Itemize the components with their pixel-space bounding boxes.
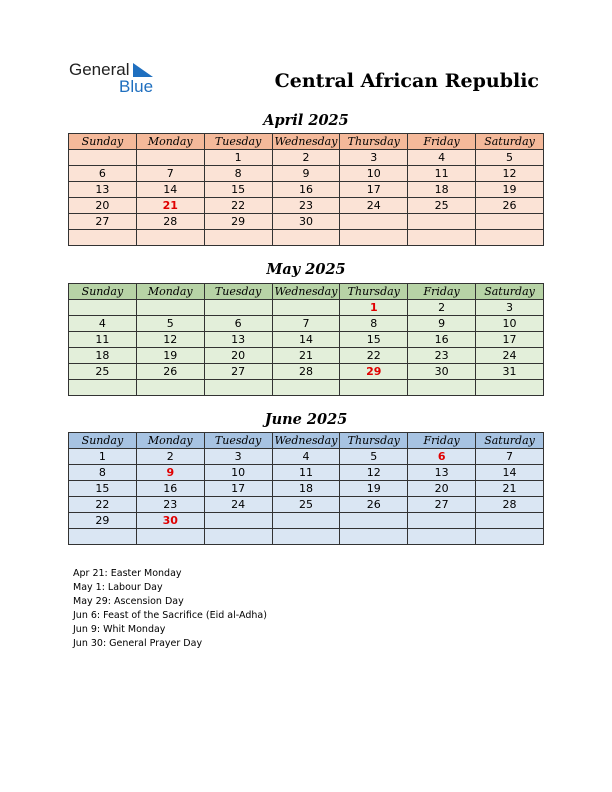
empty-day-cell	[69, 150, 137, 166]
holiday-item: May 1: Labour Day	[73, 582, 163, 593]
week-row	[69, 481, 544, 497]
week-row	[69, 348, 544, 364]
day-cell: 10	[204, 465, 272, 481]
day-cell: 21	[272, 348, 340, 364]
week-row	[69, 150, 544, 166]
day-cell: 18	[408, 182, 476, 198]
day-cell: 16	[408, 332, 476, 348]
weekday-header-row	[69, 134, 544, 150]
day-cell: 19	[136, 348, 204, 364]
day-cell: 23	[408, 348, 476, 364]
weekday-header: Saturday	[476, 134, 544, 150]
empty-day-cell	[204, 529, 272, 545]
weekday-header: Wednesday	[272, 134, 340, 150]
day-cell: 23	[272, 198, 340, 214]
week-row	[69, 449, 544, 465]
day-cell: 15	[204, 182, 272, 198]
empty-day-cell	[272, 513, 340, 529]
empty-day-cell	[204, 230, 272, 246]
weekday-header: Sunday	[69, 433, 137, 449]
week-row	[69, 316, 544, 332]
day-cell: 25	[69, 364, 137, 380]
day-cell: 28	[136, 214, 204, 230]
week-row	[69, 497, 544, 513]
month-table-april	[68, 133, 544, 246]
month-title: April 2025	[263, 112, 349, 129]
week-row	[69, 332, 544, 348]
day-cell: 4	[408, 150, 476, 166]
empty-day-cell	[476, 214, 544, 230]
week-row	[69, 513, 544, 529]
day-cell: 1	[69, 449, 137, 465]
day-cell: 8	[69, 465, 137, 481]
weekday-header: Friday	[408, 134, 476, 150]
day-cell: 26	[340, 497, 408, 513]
day-cell: 18	[69, 348, 137, 364]
weekday-header: Tuesday	[204, 433, 272, 449]
weekday-header: Saturday	[476, 433, 544, 449]
day-cell: 7	[476, 449, 544, 465]
month-title: June 2025	[264, 411, 348, 428]
empty-day-cell	[69, 380, 137, 396]
day-cell: 13	[204, 332, 272, 348]
holiday-item: Jun 6: Feast of the Sacrifice (Eid al-Adha)	[73, 610, 267, 621]
day-cell: 7	[272, 316, 340, 332]
empty-day-cell	[136, 150, 204, 166]
day-cell: 21	[476, 481, 544, 497]
day-cell: 9	[272, 166, 340, 182]
day-cell: 13	[69, 182, 137, 198]
holiday-item: Jun 9: Whit Monday	[73, 624, 166, 635]
day-cell: 14	[136, 182, 204, 198]
holiday-day-cell: 30	[136, 513, 204, 529]
weekday-header: Wednesday	[272, 433, 340, 449]
empty-day-cell	[476, 529, 544, 545]
weekday-header: Sunday	[69, 284, 137, 300]
day-cell: 3	[204, 449, 272, 465]
day-cell: 4	[69, 316, 137, 332]
week-row	[69, 364, 544, 380]
day-cell: 18	[272, 481, 340, 497]
empty-day-cell	[476, 230, 544, 246]
day-cell: 27	[204, 364, 272, 380]
holiday-item: May 29: Ascension Day	[73, 596, 184, 607]
month-table-june	[68, 432, 544, 545]
day-cell: 2	[408, 300, 476, 316]
empty-day-cell	[69, 230, 137, 246]
empty-day-cell	[340, 513, 408, 529]
month-title: May 2025	[266, 261, 346, 278]
weekday-header: Sunday	[69, 134, 137, 150]
day-cell: 24	[476, 348, 544, 364]
empty-day-cell	[272, 300, 340, 316]
holiday-item: Jun 30: General Prayer Day	[73, 638, 203, 649]
day-cell: 19	[476, 182, 544, 198]
week-row	[69, 182, 544, 198]
day-cell: 1	[204, 150, 272, 166]
day-cell: 16	[272, 182, 340, 198]
day-cell: 5	[136, 316, 204, 332]
day-cell: 12	[476, 166, 544, 182]
holiday-day-cell: 29	[340, 364, 408, 380]
day-cell: 30	[272, 214, 340, 230]
weekday-header: Saturday	[476, 284, 544, 300]
day-cell: 27	[408, 497, 476, 513]
day-cell: 13	[408, 465, 476, 481]
holiday-day-cell: 21	[136, 198, 204, 214]
day-cell: 3	[476, 300, 544, 316]
day-cell: 14	[476, 465, 544, 481]
day-cell: 2	[136, 449, 204, 465]
empty-day-cell	[136, 300, 204, 316]
day-cell: 26	[136, 364, 204, 380]
day-cell: 7	[136, 166, 204, 182]
day-cell: 17	[340, 182, 408, 198]
day-cell: 3	[340, 150, 408, 166]
empty-day-cell	[272, 380, 340, 396]
week-row	[69, 166, 544, 182]
week-row	[69, 380, 544, 396]
empty-day-cell	[408, 230, 476, 246]
brand-logo	[69, 60, 169, 100]
day-cell: 27	[69, 214, 137, 230]
week-row	[69, 465, 544, 481]
day-cell: 5	[476, 150, 544, 166]
empty-day-cell	[340, 230, 408, 246]
day-cell: 23	[136, 497, 204, 513]
day-cell: 20	[204, 348, 272, 364]
day-cell: 17	[476, 332, 544, 348]
empty-day-cell	[476, 380, 544, 396]
brand-triangle-icon	[133, 63, 153, 77]
holiday-item: Apr 21: Easter Monday	[73, 568, 182, 579]
empty-day-cell	[340, 380, 408, 396]
brand-name-blue: Blue	[119, 77, 154, 96]
holiday-day-cell: 9	[136, 465, 204, 481]
weekday-header: Wednesday	[272, 284, 340, 300]
empty-day-cell	[408, 380, 476, 396]
day-cell: 10	[476, 316, 544, 332]
day-cell: 22	[204, 198, 272, 214]
empty-day-cell	[69, 300, 137, 316]
day-cell: 8	[340, 316, 408, 332]
day-cell: 12	[340, 465, 408, 481]
empty-day-cell	[476, 513, 544, 529]
day-cell: 20	[408, 481, 476, 497]
day-cell: 29	[69, 513, 137, 529]
weekday-header-row	[69, 284, 544, 300]
empty-day-cell	[204, 300, 272, 316]
day-cell: 15	[69, 481, 137, 497]
month-table-may	[68, 283, 544, 396]
weekday-header: Friday	[408, 284, 476, 300]
holiday-list	[73, 567, 267, 651]
day-cell: 4	[272, 449, 340, 465]
empty-day-cell	[340, 214, 408, 230]
week-row	[69, 300, 544, 316]
empty-day-cell	[408, 513, 476, 529]
day-cell: 10	[340, 166, 408, 182]
empty-day-cell	[204, 380, 272, 396]
week-row	[69, 529, 544, 545]
empty-day-cell	[272, 529, 340, 545]
day-cell: 6	[204, 316, 272, 332]
holiday-day-cell: 6	[408, 449, 476, 465]
day-cell: 24	[340, 198, 408, 214]
day-cell: 28	[272, 364, 340, 380]
day-cell: 29	[204, 214, 272, 230]
empty-day-cell	[204, 513, 272, 529]
day-cell: 14	[272, 332, 340, 348]
day-cell: 19	[340, 481, 408, 497]
day-cell: 20	[69, 198, 137, 214]
day-cell: 12	[136, 332, 204, 348]
empty-day-cell	[408, 214, 476, 230]
empty-day-cell	[136, 380, 204, 396]
day-cell: 2	[272, 150, 340, 166]
week-row	[69, 214, 544, 230]
day-cell: 30	[408, 364, 476, 380]
day-cell: 25	[272, 497, 340, 513]
weekday-header: Tuesday	[204, 134, 272, 150]
holiday-day-cell: 1	[340, 300, 408, 316]
empty-day-cell	[136, 230, 204, 246]
week-row	[69, 198, 544, 214]
weekday-header: Monday	[136, 284, 204, 300]
day-cell: 28	[476, 497, 544, 513]
day-cell: 31	[476, 364, 544, 380]
empty-day-cell	[340, 529, 408, 545]
day-cell: 5	[340, 449, 408, 465]
day-cell: 22	[69, 497, 137, 513]
weekday-header: Monday	[136, 433, 204, 449]
empty-day-cell	[272, 230, 340, 246]
day-cell: 9	[408, 316, 476, 332]
day-cell: 11	[408, 166, 476, 182]
day-cell: 26	[476, 198, 544, 214]
day-cell: 6	[69, 166, 137, 182]
weekday-header: Thursday	[340, 284, 408, 300]
day-cell: 11	[272, 465, 340, 481]
day-cell: 25	[408, 198, 476, 214]
day-cell: 24	[204, 497, 272, 513]
weekday-header: Tuesday	[204, 284, 272, 300]
day-cell: 8	[204, 166, 272, 182]
weekday-header-row	[69, 433, 544, 449]
weekday-header: Monday	[136, 134, 204, 150]
week-row	[69, 230, 544, 246]
day-cell: 11	[69, 332, 137, 348]
day-cell: 22	[340, 348, 408, 364]
brand-name-general: General	[69, 60, 130, 79]
day-cell: 17	[204, 481, 272, 497]
weekday-header: Thursday	[340, 134, 408, 150]
day-cell: 15	[340, 332, 408, 348]
country-title: Central African Republic	[274, 70, 539, 92]
empty-day-cell	[69, 529, 137, 545]
weekday-header: Friday	[408, 433, 476, 449]
day-cell: 16	[136, 481, 204, 497]
empty-day-cell	[408, 529, 476, 545]
weekday-header: Thursday	[340, 433, 408, 449]
empty-day-cell	[136, 529, 204, 545]
